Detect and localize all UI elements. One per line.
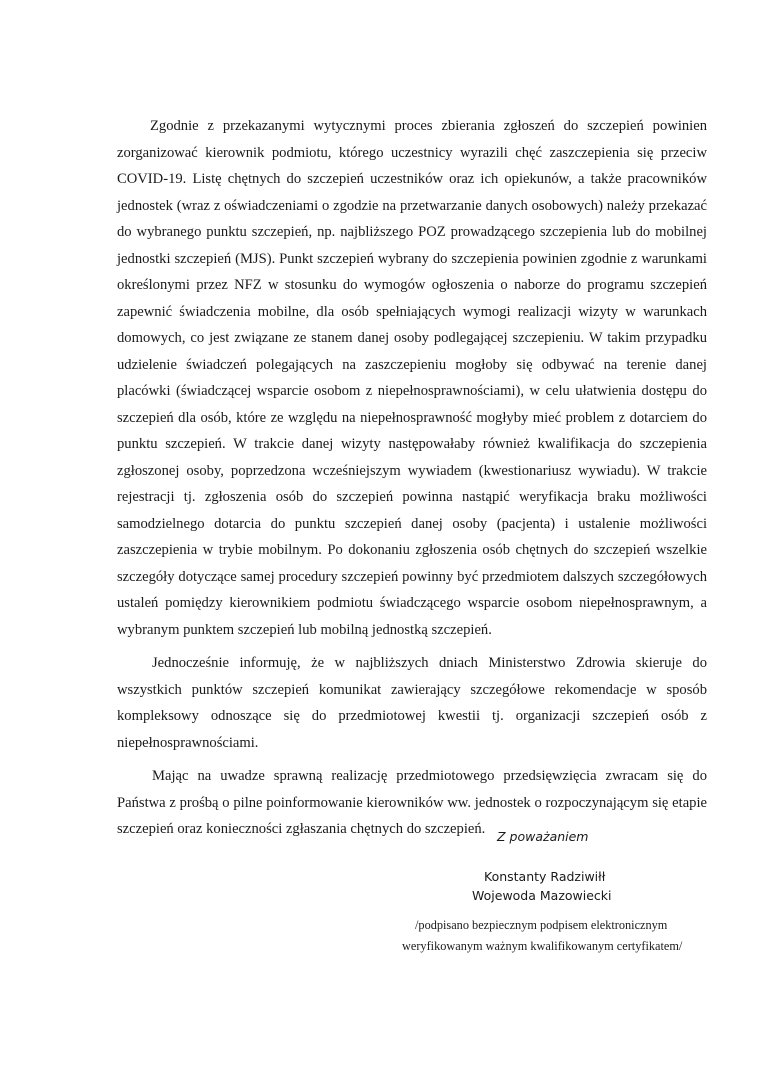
paragraph-1: Zgodnie z przekazanymi wytycznymi proces zbierania zgłoszeń do szczepień powinien zorganizować kierownik podmiotu, którego uczestnicy wyrazili chęć zaszczepienia się przeciw COVID-19. Listę chętnych do szczepień uczestników oraz ich opiekunów, a także pracowników jednostek (wraz z oświadczeniami o zgodzie na przetwarzanie danych osobowych) należy przekazać do wybranego punktu szczepień, np. najbliższego POZ prowadzącego szczepienia lub do mobilnej jednostki szczepień (MJS). Punkt szczepień wybrany do szczepienia powinien zgodnie z warunkami określonymi przez NFZ w stosunku do wymogów ogłoszenia o naborze do programu szczepień zapewnić świadczenia mobilne, dla osób spełniających wymogi realizacji wizyty w warunkach domowych, co jest związane ze stanem danej osoby podlegającej szczepieniu. W takim przypadku udzielenie świadczeń polegających na zaszczepieniu mogłoby się odbywać na terenie danej placówki (świadczącej wsparcie osobom z niepełnosprawnościami), w celu ułatwienia dostępu do szczepień dla osób, które ze względu na niepełnosprawność mogłyby mieć problem z dotarciem do punktu szczepień. W trakcie danej wizyty następowałaby również kwalifikacja do szczepienia zgłoszonej osoby, poprzedzona wcześniejszym wywiadem (kwestionariusz wywiadu). W trakcie rejestracji tj. zgłoszenia osób do szczepień powinna nastąpić weryfikacja braku możliwości samodzielnego dotarcia do punktu szczepień danej osoby (pacjenta) i ustalenie możliwości zaszczepienia w trybie mobilnym. Po dokonaniu zgłoszenia osób chętnych do szczepień wszelkie szczegóły dotyczące samej procedury szczepień powinny być przedmiotem dalszych szczegółowych ustaleń pomiędzy kierownikiem podmiotu świadczącego wsparcie osobom niepełnosprawnym, a wybranym punktem szczepień lub mobilną jednostką szczepień. — [117, 118, 707, 638]
signer-name: Konstanty Radziwiłł — [484, 869, 606, 884]
greeting-text: Z poważaniem — [497, 829, 589, 844]
paragraph-3: Mając na uwadze sprawną realizację przedmiotowego przedsięwzięcia zwracam się do Państwa z prośbą o pilne poinformowanie kierowników ww. jednostek o rozpoczynającym się etapie szczepień oraz konieczności zgłaszania chętnych do szczepień. — [117, 768, 707, 837]
signer-role: Wojewoda Mazowiecki — [472, 888, 612, 903]
letter-body — [117, 113, 707, 850]
esign-line-1: /podpisano bezpiecznym podpisem elektronicznym — [415, 918, 668, 932]
paragraph-2: Jednocześnie informuję, że w najbliższych dniach Ministerstwo Zdrowia skieruje do wszystkich punktów szczepień komunikat zawierający szczegółowe rekomendacje w sposób kompleksowy odnoszące się do przedmiotowej kwestii tj. organizacji szczepień osób z niepełnosprawnościami. — [117, 655, 707, 751]
esign-line-2: weryfikowanym ważnym kwalifikowanym certyfikatem/ — [402, 939, 683, 953]
